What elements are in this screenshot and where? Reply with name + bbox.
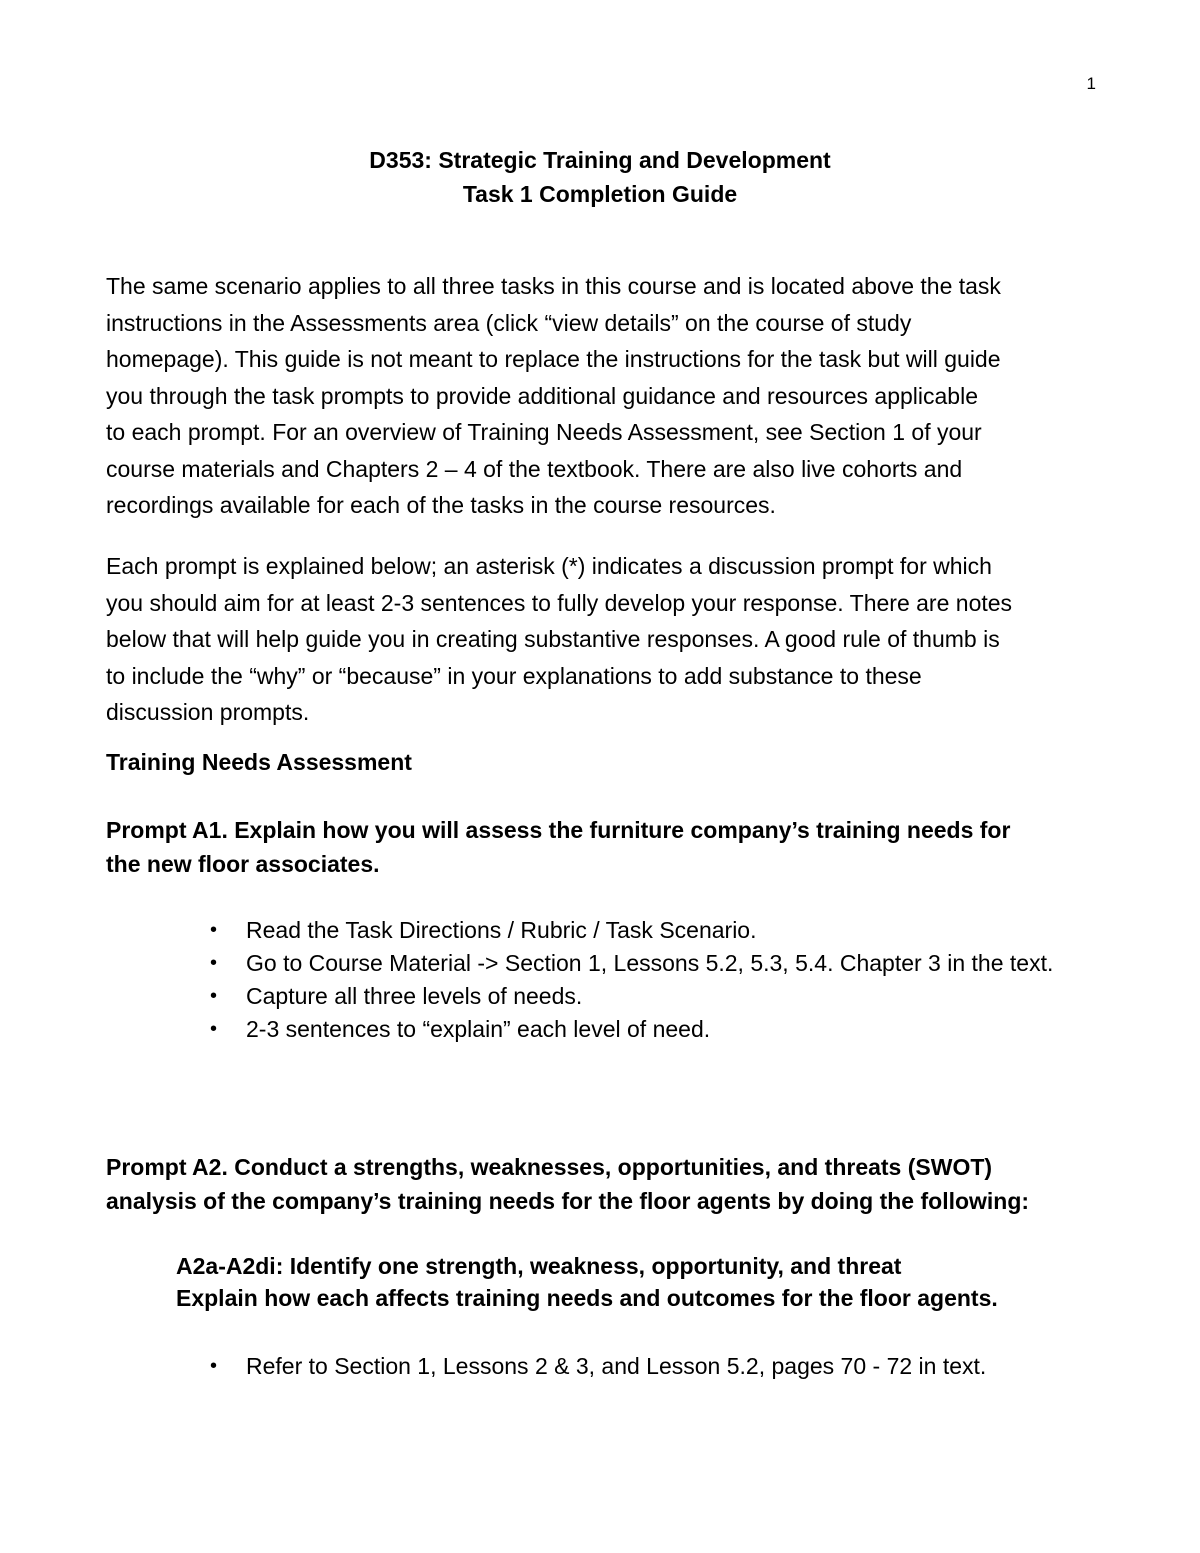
paragraph-line: The same scenario applies to all three tasks in this course and is located above the task <box>106 273 1001 299</box>
bullet-icon: • <box>210 985 218 1007</box>
paragraph-line: you through the task prompts to provide additional guidance and resources applicable <box>106 382 979 409</box>
document-title <box>0 143 1200 211</box>
section-heading: Training Needs Assessment <box>106 749 412 775</box>
prompt-a1-bullet-list <box>190 914 1090 1046</box>
prompt-a2-bullet-list <box>190 1350 1090 1383</box>
paragraph-line: below that will help guide you in creating substantive responses. A good rule of thumb is <box>106 626 1000 652</box>
prompt-a2-heading <box>106 1150 1106 1218</box>
prompt-a1-heading <box>106 813 1106 881</box>
heading-line: analysis of the company’s training needs for the floor agents by doing the following: <box>106 1188 1030 1214</box>
list-item-text: Capture all three levels of needs. <box>246 983 583 1009</box>
intro-paragraph-1 <box>106 268 1106 524</box>
paragraph-line: to include the “why” or “because” in your explanations to add substance to these <box>106 662 922 689</box>
paragraph-line: homepage). This guide is not meant to replace the instructions for the task but will guide <box>106 346 1001 372</box>
paragraph-line: discussion prompts. <box>106 699 310 725</box>
list-item <box>190 1013 1090 1046</box>
intro-paragraph-2 <box>106 548 1106 731</box>
title-guide: Task 1 Completion Guide <box>462 181 738 207</box>
list-item <box>190 914 1090 947</box>
list-item <box>190 980 1090 1013</box>
paragraph-line: Each prompt is explained below; an asterisk (*) indicates a discussion prompt for which <box>106 553 992 579</box>
prompt-a2a-subheading <box>176 1250 1116 1314</box>
title-course: D353: Strategic Training and Development <box>369 147 831 173</box>
bullet-icon: • <box>210 919 218 941</box>
list-item-text: Read the Task Directions / Rubric / Task Scenario. <box>246 917 757 943</box>
bullet-icon: • <box>210 952 218 974</box>
heading-line: Prompt A2. Conduct a strengths, weaknesses, opportunities, and threats (SWOT) <box>106 1154 993 1180</box>
bullet-icon: • <box>210 1018 218 1040</box>
heading-line: the new floor associates. <box>106 851 380 877</box>
heading-line: Explain how each affects training needs and outcomes for the floor agents. <box>176 1285 998 1311</box>
paragraph-line: instructions in the Assessments area (click “view details” on the course of study <box>106 309 912 336</box>
page-number: 1 <box>1086 74 1096 93</box>
paragraph-line: recordings available for each of the tasks in the course resources. <box>106 492 776 518</box>
list-item <box>190 1350 1090 1383</box>
list-item-text: Refer to Section 1, Lessons 2 & 3, and Lesson 5.2, pages 70 - 72 in text. <box>246 1353 987 1379</box>
bullet-icon: • <box>210 1355 218 1377</box>
paragraph-line: course materials and Chapters 2 – 4 of the textbook. There are also live cohorts and <box>106 455 963 482</box>
paragraph-line: to each prompt. For an overview of Training Needs Assessment, see Section 1 of your <box>106 419 982 445</box>
list-item <box>190 947 1090 980</box>
list-item-text: 2-3 sentences to “explain” each level of need. <box>246 1016 711 1042</box>
list-item-text: Go to Course Material -> Section 1, Lessons 5.2, 5.3, 5.4. Chapter 3 in the text. <box>246 950 1054 976</box>
paragraph-line: you should aim for at least 2-3 sentences to fully develop your response. There are notes <box>106 589 1013 616</box>
heading-line: A2a-A2di: Identify one strength, weakness, opportunity, and threat <box>176 1253 902 1279</box>
heading-line: Prompt A1. Explain how you will assess the furniture company’s training needs for <box>106 817 1011 843</box>
